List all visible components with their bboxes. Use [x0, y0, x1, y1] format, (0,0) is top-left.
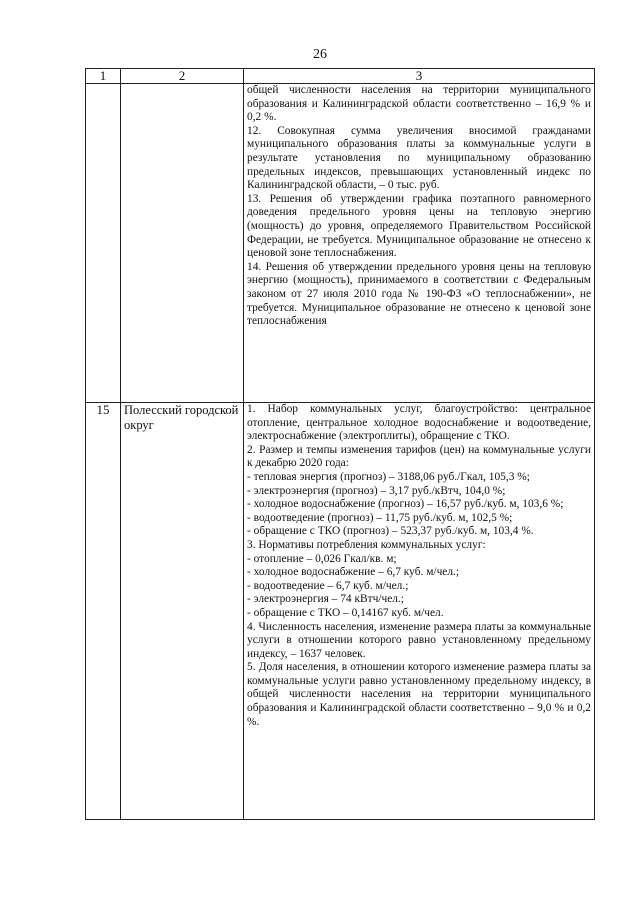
paragraph: - холодное водоснабжение – 6,7 куб. м/чел.;	[247, 566, 460, 579]
paragraph: 1. Набор коммунальных услуг, благоустройство: центральное отопление, центральное холодное водоснабжение и водоотведение, электроснабжение (электроплиты), обращение с ТКО.	[247, 403, 591, 443]
paragraph: общей численности населения на территории муниципального образования и Калининградской области соответственно – 16,9 % и 0,2 %.	[247, 84, 591, 124]
paragraph: 12. Совокупная сумма увеличения вносимой гражданами муниципального образования платы за коммунальные услуги в результате установления по муниципальному образованию предельных индексов, превышающих установленный индекс по Калининградской области, – 0 тыс. руб.	[247, 124, 591, 192]
paragraph: - холодное водоснабжение (прогноз) – 16,57 руб./куб. м, 103,6 %;	[247, 498, 564, 511]
municipality-name	[121, 84, 244, 403]
municipality-name: Полесский городской округ	[121, 403, 244, 820]
description-cell	[244, 403, 595, 820]
column-header-2: 2	[121, 69, 244, 84]
row-number	[86, 84, 121, 403]
paragraph: - водоотведение – 6,7 куб. м/чел.;	[247, 579, 409, 592]
paragraph: - обращение с ТКО – 0,14167 куб. м/чел.	[247, 606, 444, 619]
page-number: 26	[313, 47, 327, 62]
table-header-row	[86, 69, 595, 84]
paragraph: 4. Численность населения, изменение размера платы за коммунальные услуги в отношении которого равно установленному предельному индексу, – 1637 человек.	[247, 620, 591, 660]
paragraph: 3. Нормативы потребления коммунальных услуг:	[247, 538, 486, 551]
row-number: 15	[86, 403, 121, 820]
description-cell	[244, 84, 595, 403]
paragraph: - электроэнергия (прогноз) – 3,17 руб./кВтч, 104,0 %;	[247, 484, 506, 497]
data-table	[85, 68, 595, 820]
paragraph: - отопление – 0,026 Гкал/кв. м;	[247, 552, 397, 565]
column-header-1: 1	[86, 69, 121, 84]
column-header-3: 3	[244, 69, 595, 84]
paragraph: 14. Решения об утверждении предельного уровня цены на тепловую энергию (мощность), принимаемого в соответствии с Федеральным законом от 27 июля 2010 года № 190-ФЗ «О теплоснабжении», не требуется. Муниципальное образование не отнесено к ценовой зоне теплоснабжения	[247, 260, 591, 328]
paragraph: - электроэнергия – 74 кВтч/чел.;	[247, 593, 404, 606]
paragraph: - тепловая энергия (прогноз) – 3188,06 руб./Гкал, 105,3 %;	[247, 470, 530, 483]
paragraph: 13. Решения об утверждении графика поэтапного равномерного доведения предельного уровня цены на тепловую энергию (мощность) до уровня, определяемого Правительством Российской Федерации, не требуется. Муниципальное образование не отнесено к ценовой зоне теплоснабжения.	[247, 192, 591, 260]
table-row	[86, 84, 595, 403]
paragraph: 5. Доля населения, в отношении которого изменение размера платы за коммунальные услуги равно установленному предельному индексу, в общей численности населения на территории муниципального образования и Калининградской области соответственно – 9,0 % и 0,2 %.	[247, 661, 591, 728]
paragraph: - обращение с ТКО (прогноз) – 523,37 руб./куб. м, 103,4 %.	[247, 525, 534, 538]
paragraph: 2. Размер и темпы изменения тарифов (цен) на коммунальные услуги к декабрю 2020 года:	[247, 443, 591, 470]
table-row	[86, 403, 595, 820]
paragraph: - водоотведение (прогноз) – 11,75 руб./куб. м, 102,5 %;	[247, 511, 513, 524]
